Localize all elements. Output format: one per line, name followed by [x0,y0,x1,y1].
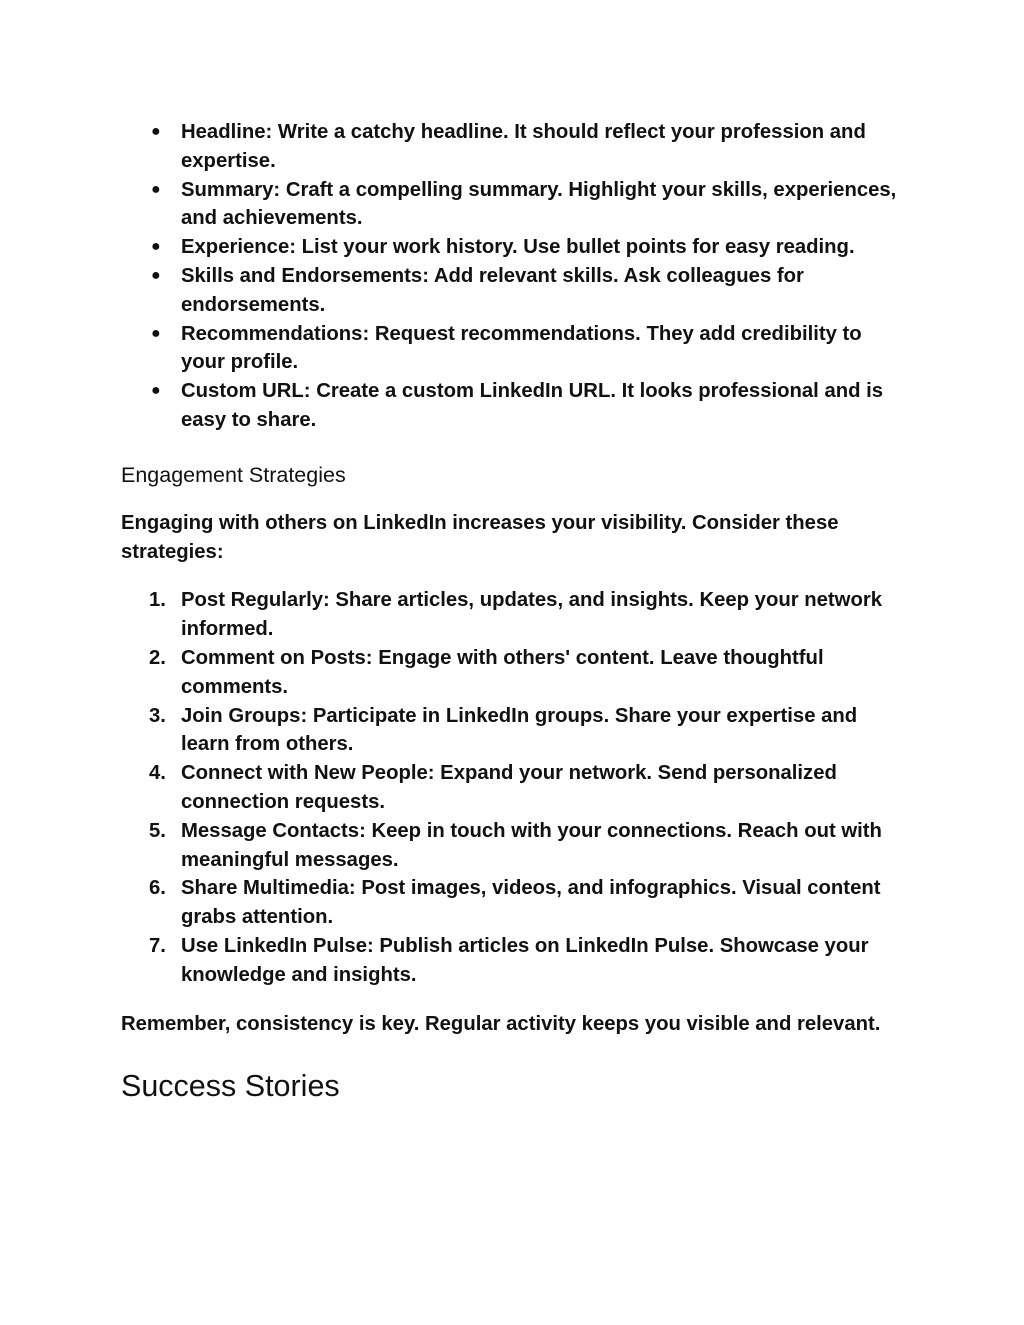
engagement-intro-paragraph: Engaging with others on LinkedIn increases your visibility. Consider these strategies: [121,511,839,563]
list-item [121,262,911,320]
list-item-text: Message Contacts: Keep in touch with your connections. Reach out with meaningful messages. [181,819,882,871]
list-item-text: Post Regularly: Share articles, updates, and insights. Keep your network informed. [181,589,883,641]
list-item [121,644,911,702]
list-number: 5. [149,819,166,842]
list-item [121,817,911,875]
engagement-closing-paragraph: Remember, consistency is key. Regular activity keeps you visible and relevant. [121,1012,881,1035]
list-item-text: Use LinkedIn Pulse: Publish articles on LinkedIn Pulse. Showcase your knowledge and insights. [181,934,869,986]
list-item [121,586,911,644]
list-item [121,932,911,990]
bullet-icon: ● [151,238,161,256]
bullet-icon: ● [151,266,161,284]
list-item [121,874,911,932]
list-item-text: Share Multimedia: Post images, videos, and infographics. Visual content grabs attention. [181,877,881,929]
list-item-text: Comment on Posts: Engage with others' content. Leave thoughtful comments. [181,646,824,698]
bullet-icon: ● [151,324,161,342]
list-item [121,320,911,378]
list-item-text: Headline: Write a catchy headline. It should reflect your profession and expertise. [181,121,866,172]
list-item-text: Join Groups: Participate in LinkedIn groups. Share your expertise and learn from others. [181,704,858,756]
list-number: 6. [149,877,166,900]
list-number: 1. [149,589,166,612]
bullet-icon: ● [151,180,161,198]
profile-tips-list [121,118,911,435]
list-number: 7. [149,934,166,957]
success-stories-heading: Success Stories [121,1069,340,1104]
list-item-text: Connect with New People: Expand your network. Send personalized connection requests. [181,762,837,813]
list-number: 3. [149,704,166,727]
list-item [121,118,911,176]
list-item-text: Custom URL: Create a custom LinkedIn URL. It looks professional and is easy to share. [181,380,884,431]
bullet-icon: ● [151,382,161,400]
list-item-text: Summary: Craft a compelling summary. Highlight your skills, experiences, and achievements. [181,178,897,230]
document-page [121,118,911,1104]
list-item [121,377,911,435]
engagement-strategies-heading: Engagement Strategies [121,462,346,487]
list-item-text: Skills and Endorsements: Add relevant skills. Ask colleagues for endorsements. [181,264,804,316]
list-item [121,702,911,760]
list-item [121,759,911,817]
list-item-text: Recommendations: Request recommendations. They add credibility to your profile. [181,322,862,374]
bullet-icon: ● [151,123,161,140]
list-number: 4. [149,762,166,785]
list-item-text: Experience: List your work history. Use bullet points for easy reading. [181,236,855,259]
list-number: 2. [149,646,166,669]
engagement-steps-list [121,586,911,989]
list-item [121,176,911,234]
list-item [121,233,911,262]
